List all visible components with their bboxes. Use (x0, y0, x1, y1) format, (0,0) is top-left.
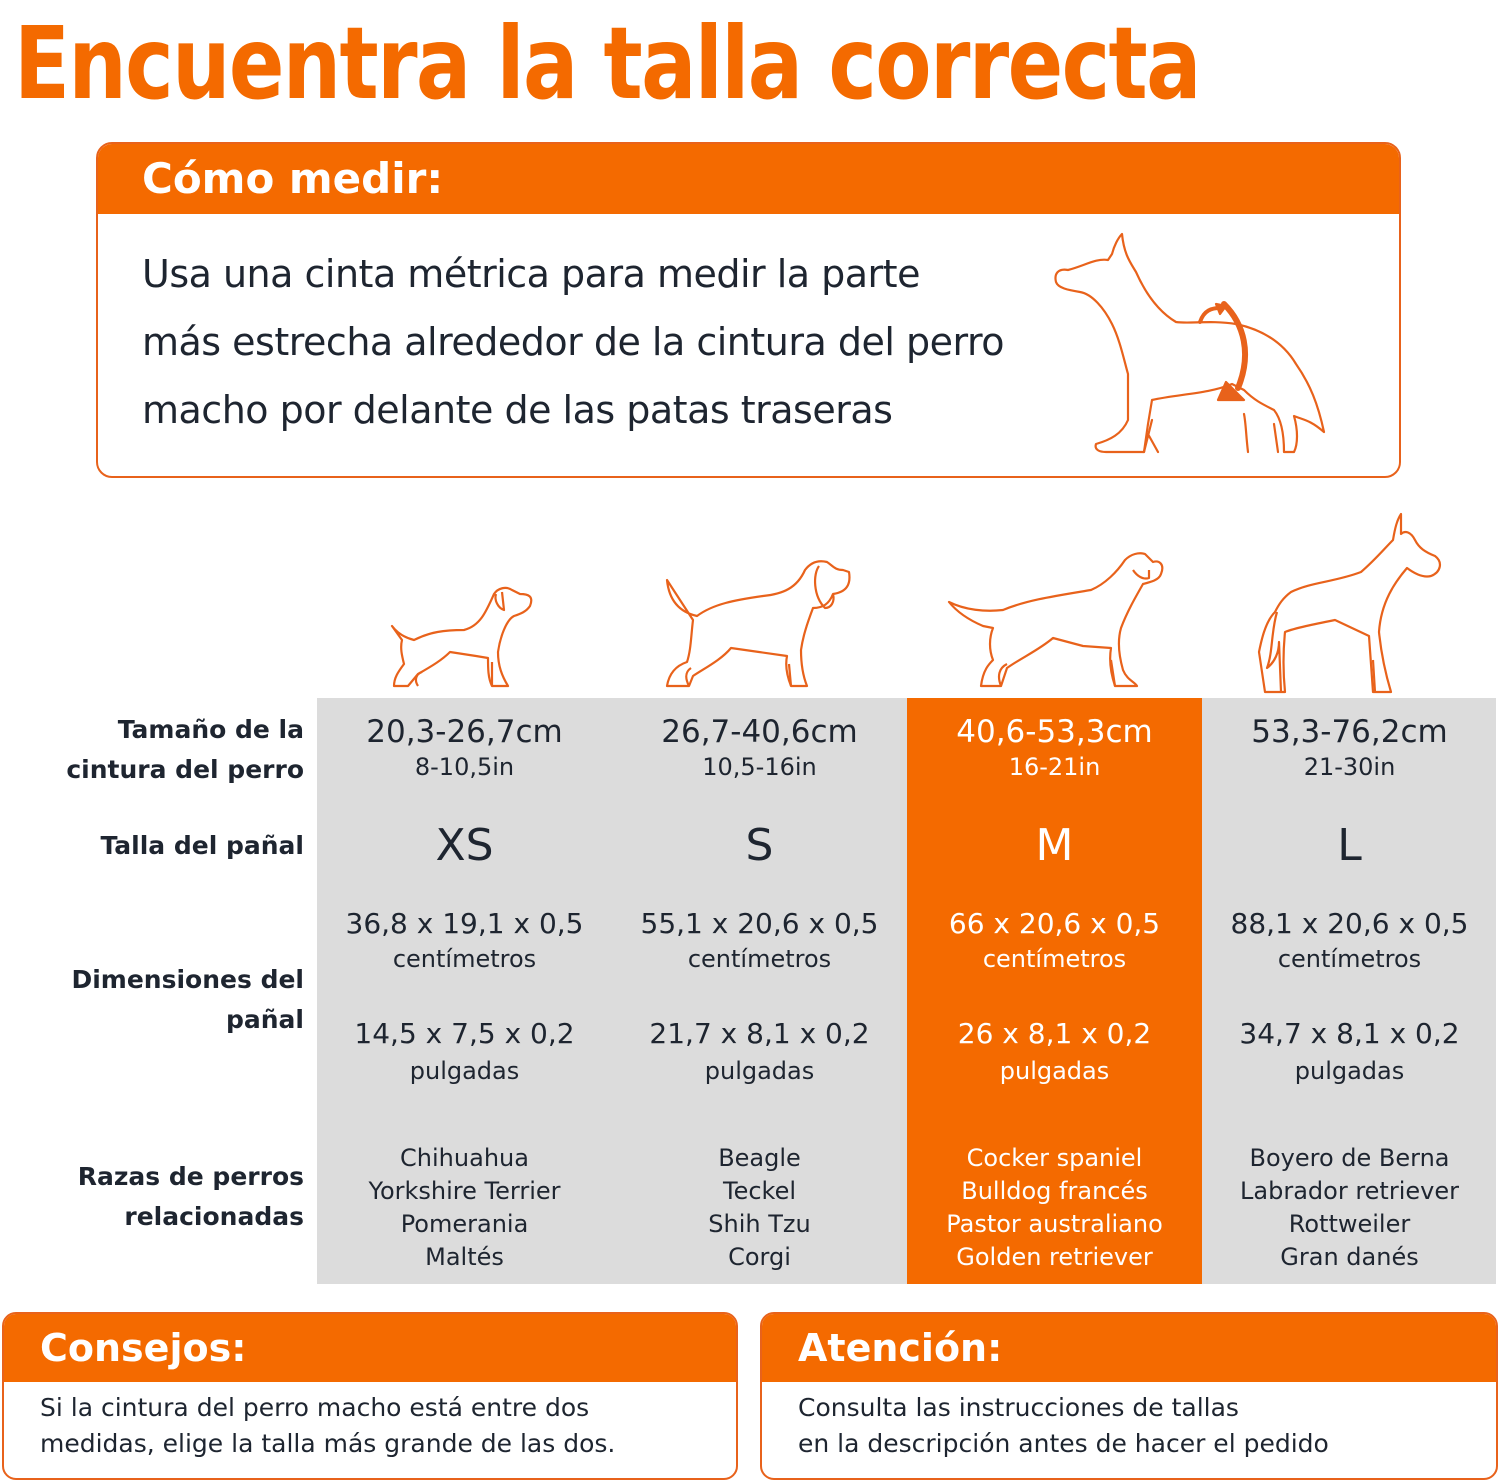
dimensions-cm-unit: centímetros (982, 945, 1127, 973)
size-column-l (1202, 698, 1497, 1284)
row-label-line: Dimensiones del (71, 965, 304, 994)
tips-line: medidas, elige la talla más grande de las dos. (40, 1429, 616, 1458)
breed-item: Boyero de Berna (1249, 1144, 1450, 1172)
dimensions-in-unit: pulgadas (704, 1057, 815, 1085)
breed-item: Pastor australiano (946, 1210, 1163, 1238)
attention-text (762, 1382, 1496, 1462)
waist-cm: 26,7-40,6cm (661, 714, 858, 750)
breed-list (612, 1142, 907, 1274)
great-dane-dog-icon (1255, 512, 1445, 694)
attention-line: Consulta las instrucciones de tallas (798, 1393, 1239, 1422)
row-label-line: pañal (225, 1005, 304, 1034)
attention-line: en la descripción antes de hacer el pedido (798, 1429, 1329, 1458)
waist-cm: 53,3-76,2cm (1251, 714, 1448, 750)
attention-header: Atención: (762, 1314, 1496, 1382)
spaniel-dog-icon (663, 560, 855, 690)
diaper-size: XS (435, 820, 494, 871)
dimensions-in-unit: pulgadas (409, 1057, 520, 1085)
diaper-size: M (1035, 820, 1074, 871)
dog-measure-waist-icon (1048, 224, 1338, 464)
breed-list (317, 1142, 612, 1274)
size-column-m (907, 698, 1202, 1284)
row-label-waist (0, 710, 304, 790)
how-to-measure-header: Cómo medir: (98, 144, 1399, 214)
tips-line: Si la cintura del perro macho está entre dos (40, 1393, 590, 1422)
instruction-line: más estrecha alrededor de la cintura del perro (142, 320, 1004, 364)
instruction-line: macho por delante de las patas traseras (142, 388, 893, 432)
waist-in: 21-30in (1303, 753, 1396, 781)
small-dog-icon (388, 582, 540, 692)
waist-cm: 40,6-53,3cm (956, 714, 1153, 750)
attention-panel (760, 1312, 1498, 1480)
breed-item: Teckel (722, 1177, 797, 1205)
dimensions-cm-unit: centímetros (1277, 945, 1422, 973)
how-to-measure-text (142, 240, 1082, 444)
how-to-measure-panel (96, 142, 1401, 478)
waist-in: 16-21in (1008, 753, 1101, 781)
retriever-dog-icon (945, 550, 1165, 690)
dimensions-cm-unit: centímetros (392, 945, 537, 973)
size-column-s (612, 698, 907, 1284)
breed-item: Bulldog francés (961, 1177, 1148, 1205)
breed-item: Rottweiler (1288, 1210, 1411, 1238)
breed-item: Pomerania (400, 1210, 529, 1238)
size-column-xs (317, 698, 612, 1284)
waist-in: 8-10,5in (414, 753, 515, 781)
row-label-line: Tamaño de la (117, 715, 304, 744)
diaper-size: S (745, 820, 774, 871)
breed-item: Cocker spaniel (966, 1144, 1143, 1172)
row-label-dimensions (0, 960, 304, 1040)
tips-text (4, 1382, 736, 1462)
dimensions-in: 26 x 8,1 x 0,2 (957, 1017, 1152, 1050)
breed-item: Chihuahua (400, 1144, 529, 1172)
instruction-line: Usa una cinta métrica para medir la parte (142, 252, 920, 296)
breed-item: Golden retriever (956, 1243, 1153, 1271)
waist-cm: 20,3-26,7cm (366, 714, 563, 750)
dimensions-cm-unit: centímetros (687, 945, 832, 973)
row-label-size: Talla del pañal (100, 831, 304, 860)
waist-in: 10,5-16in (702, 753, 817, 781)
dimensions-cm: 66 x 20,6 x 0,5 (948, 907, 1161, 940)
row-label-line: cintura del perro (66, 755, 304, 784)
page-title: Encuentra la talla correcta (14, 5, 1200, 122)
row-label-line: relacionadas (124, 1202, 304, 1231)
breed-item: Corgi (728, 1243, 791, 1271)
dimensions-in-unit: pulgadas (999, 1057, 1110, 1085)
breed-item: Yorkshire Terrier (368, 1177, 561, 1205)
diaper-size: L (1337, 820, 1362, 871)
breed-item: Labrador retriever (1240, 1177, 1459, 1205)
breed-item: Gran danés (1280, 1243, 1419, 1271)
row-label-breeds (0, 1157, 304, 1237)
tips-header: Consejos: (4, 1314, 736, 1382)
breed-item: Shih Tzu (708, 1210, 811, 1238)
dimensions-in: 34,7 x 8,1 x 0,2 (1239, 1017, 1460, 1050)
dimensions-in-unit: pulgadas (1294, 1057, 1405, 1085)
dimensions-cm: 36,8 x 19,1 x 0,5 (345, 907, 584, 940)
breed-list (907, 1142, 1202, 1274)
breed-list (1202, 1142, 1497, 1274)
row-label-line: Razas de perros (77, 1162, 304, 1191)
dimensions-cm: 55,1 x 20,6 x 0,5 (640, 907, 879, 940)
breed-item: Beagle (718, 1144, 801, 1172)
dimensions-cm: 88,1 x 20,6 x 0,5 (1230, 907, 1469, 940)
breed-item: Maltés (425, 1243, 504, 1271)
dimensions-in: 14,5 x 7,5 x 0,2 (354, 1017, 575, 1050)
dimensions-in: 21,7 x 8,1 x 0,2 (649, 1017, 870, 1050)
tips-panel (2, 1312, 738, 1480)
